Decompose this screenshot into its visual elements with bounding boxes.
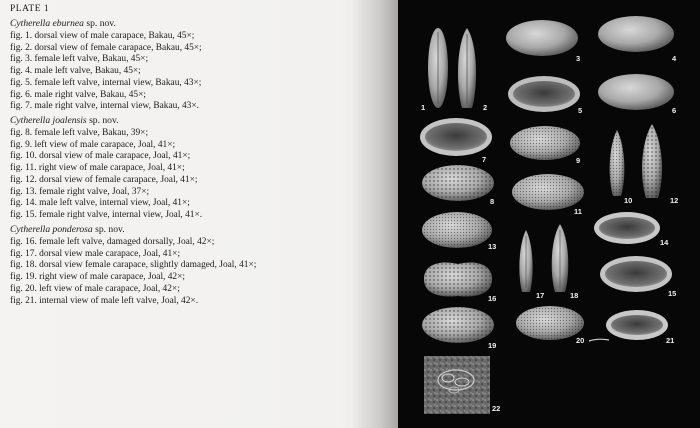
caption-section-eburnea xyxy=(10,18,310,113)
caption-section-ponderosa xyxy=(10,224,310,307)
caption-line: fig. 7. male right valve, internal view, Bakau, 43×. xyxy=(10,101,200,112)
book-gutter-shadow xyxy=(352,0,400,428)
figure-number: 11 xyxy=(574,207,582,216)
figure-number: 3 xyxy=(576,54,581,63)
caption-line: fig. 10. dorsal view of male carapace, Joal, 41×; xyxy=(10,151,191,162)
figure-number: 10 xyxy=(624,196,633,205)
figure-number: 14 xyxy=(660,238,669,247)
caption-line: fig. 13. female right valve, Joal, 37×; xyxy=(10,186,150,197)
caption-line: fig. 1. dorsal view of male carapace, Bakau, 45×; xyxy=(10,31,195,41)
figure-number: 16 xyxy=(488,294,497,303)
fossil-figure-4 xyxy=(596,14,676,54)
fossil-figure-22 xyxy=(424,356,490,414)
fossil-figure-6 xyxy=(596,72,676,112)
fossil-figure-17 xyxy=(516,228,536,294)
fossil-figure-7 xyxy=(418,116,494,158)
caption-line: fig. 21. internal view of male left valve, Joal, 42×. xyxy=(10,295,199,306)
caption-line: fig. 5. female left valve, internal view, Bakau, 43×; xyxy=(10,77,202,88)
caption-line: fig. 17. dorsal view male carapace, Joal, 41×; xyxy=(10,248,181,259)
caption-section-joalensis xyxy=(10,115,310,222)
figure-number: 6 xyxy=(672,106,677,115)
caption-line: fig. 8. female left valve, Bakau, 39×; xyxy=(10,128,149,138)
fossil-figure-16 xyxy=(420,258,496,300)
plate-photo-page xyxy=(398,0,700,428)
species-status: sp. nov. xyxy=(95,224,125,235)
figure-number: 2 xyxy=(483,103,488,112)
species-heading xyxy=(10,224,310,236)
figure-number: 7 xyxy=(482,155,487,164)
caption-line: fig. 3. female left valve, Bakau, 45×; xyxy=(10,54,149,65)
fossil-figure-5 xyxy=(506,74,582,114)
fossil-figure-9 xyxy=(508,124,582,162)
species-heading xyxy=(10,115,310,127)
caption-line: fig. 12. dorsal view of female carapace, Joal, 41×; xyxy=(10,174,198,185)
caption-line: fig. 19. right view of male carapace, Joal, 42×; xyxy=(10,272,186,283)
caption-line: fig. 14. male left valve, internal view, Joal, 41×; xyxy=(10,198,190,209)
figure-number: 1 xyxy=(421,103,426,112)
caption-line: fig. 11. right view of male carapace, Joal, 41×; xyxy=(10,163,185,174)
caption-line: fig. 6. male right valve, Bakau, 45×; xyxy=(10,89,146,100)
fossil-figure-3 xyxy=(504,18,580,58)
fossil-figure-15 xyxy=(598,254,674,294)
figure-number: 19 xyxy=(488,341,497,350)
fossil-figure-14 xyxy=(592,210,662,246)
caption-line: fig. 15. female right valve, internal view, Joal, 41×. xyxy=(10,209,203,220)
caption-line: fig. 4. male left valve, Bakau, 45×; xyxy=(10,66,141,77)
fossil-figure-8 xyxy=(420,163,496,203)
species-name: Cytherella eburnea xyxy=(10,18,84,29)
caption-line: fig. 20. left view of male carapace, Joal, 42×; xyxy=(10,283,180,294)
figure-number: 8 xyxy=(490,197,495,206)
figure-number: 17 xyxy=(536,291,545,300)
fossil-figure-2 xyxy=(454,26,480,110)
figure-number: 12 xyxy=(670,196,679,205)
fossil-figure-12 xyxy=(638,122,666,200)
fossil-figure-18 xyxy=(548,222,572,294)
species-status: sp. nov. xyxy=(86,18,116,29)
figure-number: 5 xyxy=(578,106,583,115)
caption-line: fig. 2. dorsal view of female carapace, Bakau, 45×; xyxy=(10,42,202,53)
caption-line: fig. 16. female left valve, damaged dorsally, Joal, 42×; xyxy=(10,237,215,247)
fossil-figure-1 xyxy=(426,26,450,110)
species-name: Cytherella joalensis xyxy=(10,115,87,126)
fossil-figure-13 xyxy=(420,210,497,251)
figure-number: 20 xyxy=(576,336,585,345)
fossil-figure-11 xyxy=(510,172,586,212)
caption-line: fig. 9. left view of male carapace, Joal, 41×; xyxy=(10,139,176,150)
figure-number: 4 xyxy=(672,54,677,63)
species-heading xyxy=(10,18,310,30)
figure-number: 22 xyxy=(492,404,501,413)
figure-number: 21 xyxy=(666,336,675,345)
species-name: Cytherella ponderosa xyxy=(10,224,93,235)
plate-title: PLATE 1 xyxy=(10,4,50,14)
figure-number: 9 xyxy=(576,156,581,165)
fossil-figure-10 xyxy=(606,128,628,198)
figure-number: 15 xyxy=(668,289,677,298)
figure-number: 13 xyxy=(488,242,497,251)
fossil-figure-19 xyxy=(420,305,496,345)
fossil-figure-21 xyxy=(604,308,670,342)
species-status: sp. nov. xyxy=(89,115,119,126)
caption-line: fig. 18. dorsal view female carapace, slightly damaged, Joal, 41×; xyxy=(10,260,257,271)
figure-number: 18 xyxy=(570,291,579,300)
